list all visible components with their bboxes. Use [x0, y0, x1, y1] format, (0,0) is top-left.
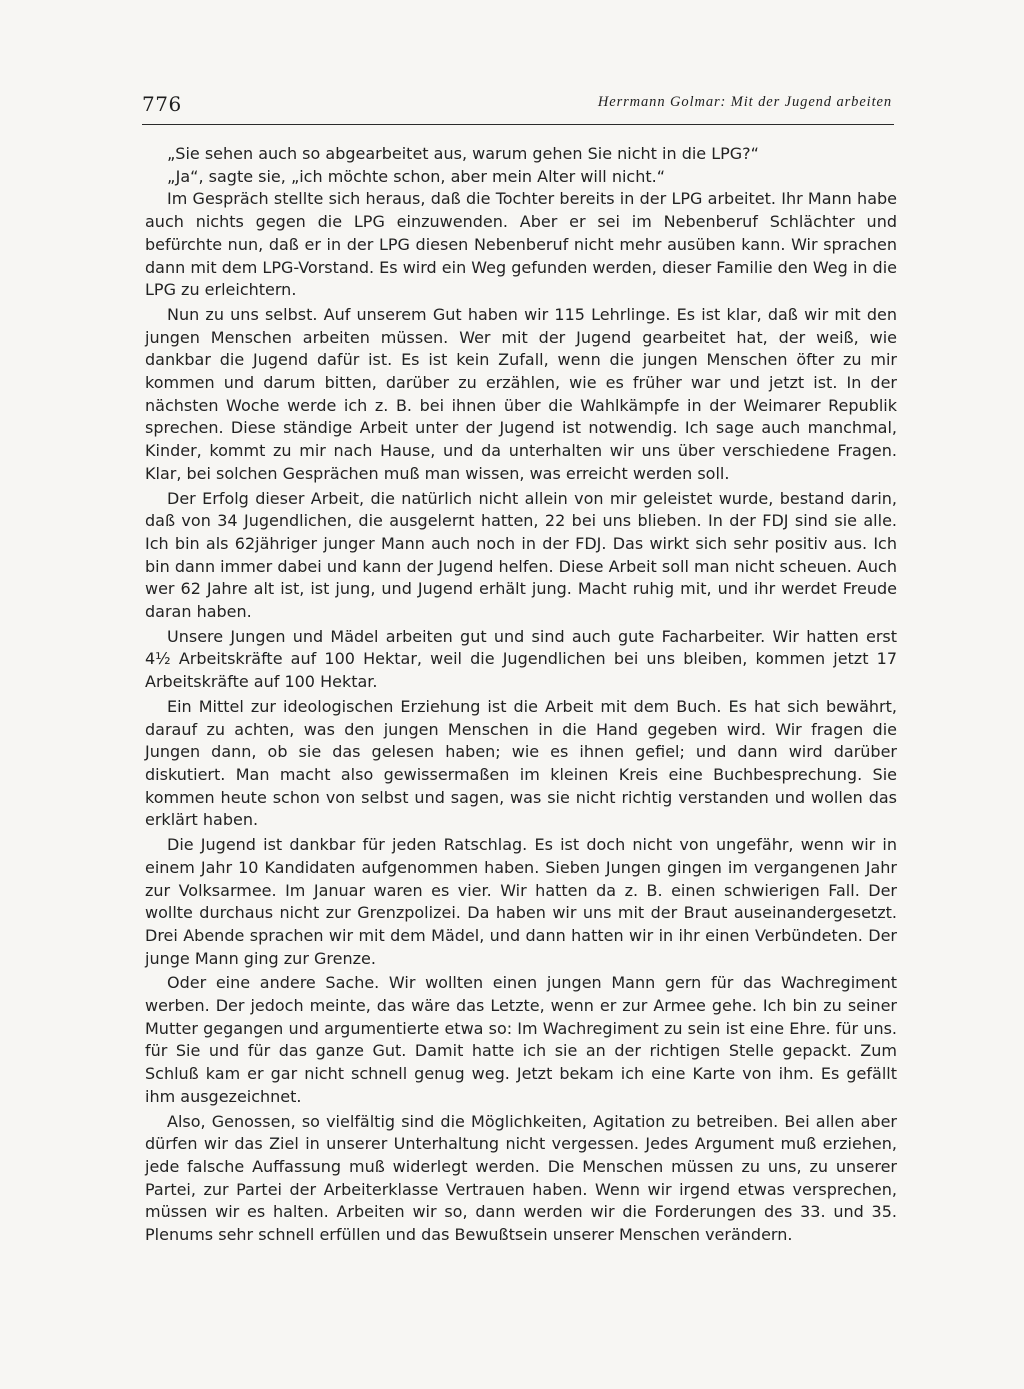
paragraph: Nun zu uns selbst. Auf unserem Gut haben wir 115 Lehrlinge. Es ist klar, daß wir mit den jungen Menschen arbeiten müssen. Wer mit der Jugend gearbeitet hat, der weiß, wie dankbar die Jugend dafür ist. Es ist kein Zufall, wenn die jungen Menschen öfter zu mir kommen und darum bitten, darüber zu erzählen, wie es früher war und jetzt ist. In der nächsten Woche werde ich z. B. bei ihnen über die Wahlkämpfe in der Weimarer Republik sprechen. Diese ständige Arbeit unter der Jugend ist notwendig. Ich sage auch manchmal, Kinder, kommt zu mir nach Hause, und da unterhalten wir uns über verschiedene Fragen. Klar, bei solchen Gesprächen muß man wissen, was erreicht werden soll. [145, 304, 897, 483]
paragraph: Im Gespräch stellte sich heraus, daß die Tochter bereits in der LPG arbeitet. Ihr Mann habe auch nichts gegen die LPG einzuwenden. Aber er sei im Nebenberuf Schlächter und befürchte nun, daß er in der LPG diesen Nebenberuf nicht mehr ausüben kann. Wir sprachen dann mit dem LPG-Vorstand. Es wird ein Weg gefunden werden, dieser Familie den Weg in die LPG zu erleichtern. [145, 189, 897, 300]
paragraph: „Sie sehen auch so abgearbeitet aus, warum gehen Sie nicht in die LPG?“ [167, 144, 759, 163]
paragraph: Oder eine andere Sache. Wir wollten einen jungen Mann gern für das Wachregiment werben. Der jedoch meinte, das wäre das Letzte, wenn er zur Armee gehe. Ich bin zu seiner Mutter gegangen und argumentierte etwa so: Im Wachregiment zu sein ist eine Ehre. für uns. für Sie und für das ganze Gut. Damit hatte ich sie an der richtigen Stelle gepackt. Zum Schluß kam er gar nicht schnell genug weg. Jetzt bekam ich eine Karte von ihm. Es gefällt ihm ausgezeichnet. [145, 973, 897, 1106]
paragraph: Unsere Jungen und Mädel arbeiten gut und sind auch gute Facharbeiter. Wir hatten erst 4½ Arbeitskräfte auf 100 Hektar, weil die Jugendlichen bei uns bleiben, kommen jetzt 17 Arbeitskräfte auf 100 Hektar. [145, 626, 897, 692]
page-number: 776 [142, 92, 182, 116]
paragraph: Die Jugend ist dankbar für jeden Ratschlag. Es ist doch nicht von ungefähr, wenn wir in einem Jahr 10 Kandidaten aufgenommen haben. Sieben Jungen gingen im vergangenen Jahr zur Volksarmee. Im Januar waren es vier. Wir hatten da z. B. einen schwierigen Fall. Der wollte durchaus nicht zur Grenzpolizei. Da haben wir uns mit der Braut auseinandergesetzt. Drei Abende sprachen wir mit dem Mädel, und dann hatten wir in ihr einen Verbündeten. Der junge Mann ging zur Grenze. [145, 835, 897, 968]
paragraph: Der Erfolg dieser Arbeit, die natürlich nicht allein von mir geleistet wurde, bestand darin, daß von 34 Jugendlichen, die ausgelernt hatten, 22 bei uns blieben. In der FDJ sind sie alle. Ich bin als 62jähriger junger Mann auch noch in der FDJ. Das wirkt sich sehr positiv aus. Ich bin dann immer dabei und kann der Jugend helfen. Diese Arbeit soll man nicht scheuen. Auch wer 62 Jahre alt ist, ist jung, und Jugend erhält jung. Macht ruhig mit, und ihr werdet Freude daran haben. [145, 488, 897, 622]
paragraph: Ein Mittel zur ideologischen Erziehung ist die Arbeit mit dem Buch. Es hat sich bewährt, darauf zu achten, was den jungen Menschen in die Hand gegeben wird. Wir fragen die Jungen dann, ob sie das gelesen haben; wie es ihnen gefiel; und dann wird darüber diskutiert. Man macht also gewissermaßen im kleinen Kreis eine Buchbesprechung. Sie kommen heute schon von selbst und sagen, was sie nicht richtig verstanden und wollen das erklärt haben. [145, 696, 897, 830]
paragraph: „Ja“, sagte sie, „ich möchte schon, aber mein Alter will nicht.“ [167, 166, 666, 186]
running-title: Herrmann Golmar: Mit der Jugend arbeiten [597, 94, 892, 110]
body-text [145, 143, 897, 1249]
paragraph: Also, Genossen, so vielfältig sind die Möglichkeiten, Agitation zu betreiben. Bei allen aber dürfen wir das Ziel in unserer Unterhaltung nicht vergessen. Jedes Argument muß erziehen, jede falsche Auffassung muß widerlegt werden. Die Menschen müssen zu uns, zu unserer Partei, zur Partei der Arbeiterklasse Vertrauen haben. Wenn wir irgend etwas versprechen, müssen wir es halten. Arbeiten wir so, dann werden wir die Forderungen des 33. und 35. Plenums sehr schnell erfüllen und das Bewußtsein unserer Menschen verändern. [145, 1111, 897, 1245]
page-header [142, 90, 894, 125]
